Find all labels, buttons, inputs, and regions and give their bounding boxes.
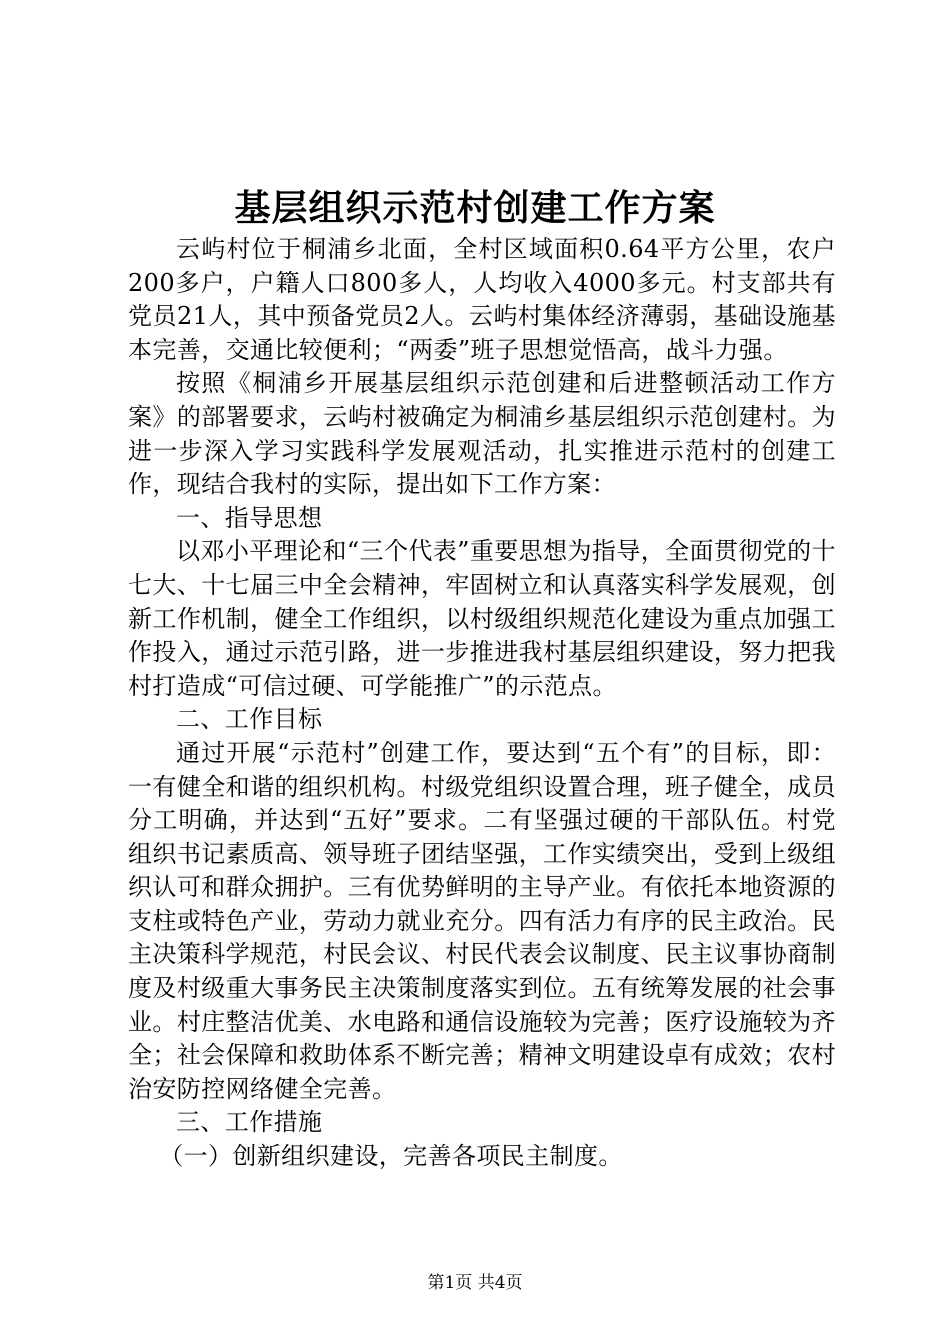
section-heading-work-measures: 三、工作措施	[176, 1108, 323, 1137]
paragraph-intro: 云屿村位于桐浦乡北面，全村区域面积0.64平方公里，农户200多户，户籍人口800多人，人均收入4000多元。村支部共有党员21人，其中预备党员2人。云屿村集体经济薄弱，基础设施基本完善，交通比较便利；“两委”班子思想觉悟高，战斗力强。	[128, 235, 836, 364]
paragraph-work-goals: 通过开展“示范村”创建工作，要达到“五个有”的目标，即：一有健全和谐的组织机构。村级党组织设置合理，班子健全，成员分工明确，并达到“五好”要求。二有坚强过硬的干部队伍。村党组织书记素质高、领导班子团结坚强，工作实绩突出，受到上级组织认可和群众拥护。三有优势鲜明的主导产业。有依托本地资源的支柱或特色产业，劳动力就业充分。四有活力有序的民主政治。民主决策科学规范，村民会议、村民代表会议制度、民主议事协商制度及村级重大事务民主决策制度落实到位。五有统筹发展的社会事业。村庄整洁优美、水电路和通信设施较为完善；医疗设施较为齐全；社会保障和救助体系不断完善；精神文明建设卓有成效；农村治安防控网络健全完善。	[128, 738, 836, 1103]
subsection-heading-organization: （一）创新组织建设，完善各项民主制度。	[159, 1142, 623, 1171]
paragraph-basis: 按照《桐浦乡开展基层组织示范创建和后进整顿活动工作方案》的部署要求，云屿村被确定为桐浦乡基层组织示范创建村。为进一步深入学习实践科学发展观活动，扎实推进示范村的创建工作，现结合我村的实际，提出如下工作方案：	[128, 369, 836, 499]
paragraph-guiding-ideology: 以邓小平理论和“三个代表”重要思想为指导，全面贯彻党的十七大、十七届三中全会精神，牢固树立和认真落实科学发展观，创新工作机制，健全工作组织，以村级组织规范化建设为重点加强工作投入，通过示范引路，进一步推进我村基层组织建设，努力把我村打造成“可信过硬、可学能推广”的示范点。	[128, 537, 836, 700]
document-body	[128, 233, 836, 1174]
section-heading-work-goals: 二、工作目标	[176, 705, 323, 734]
section-heading-guiding-ideology: 一、指导思想	[176, 503, 323, 532]
document-title: 基层组织示范村创建工作方案	[234, 187, 716, 229]
page-number: 第1页 共4页	[427, 1273, 523, 1293]
